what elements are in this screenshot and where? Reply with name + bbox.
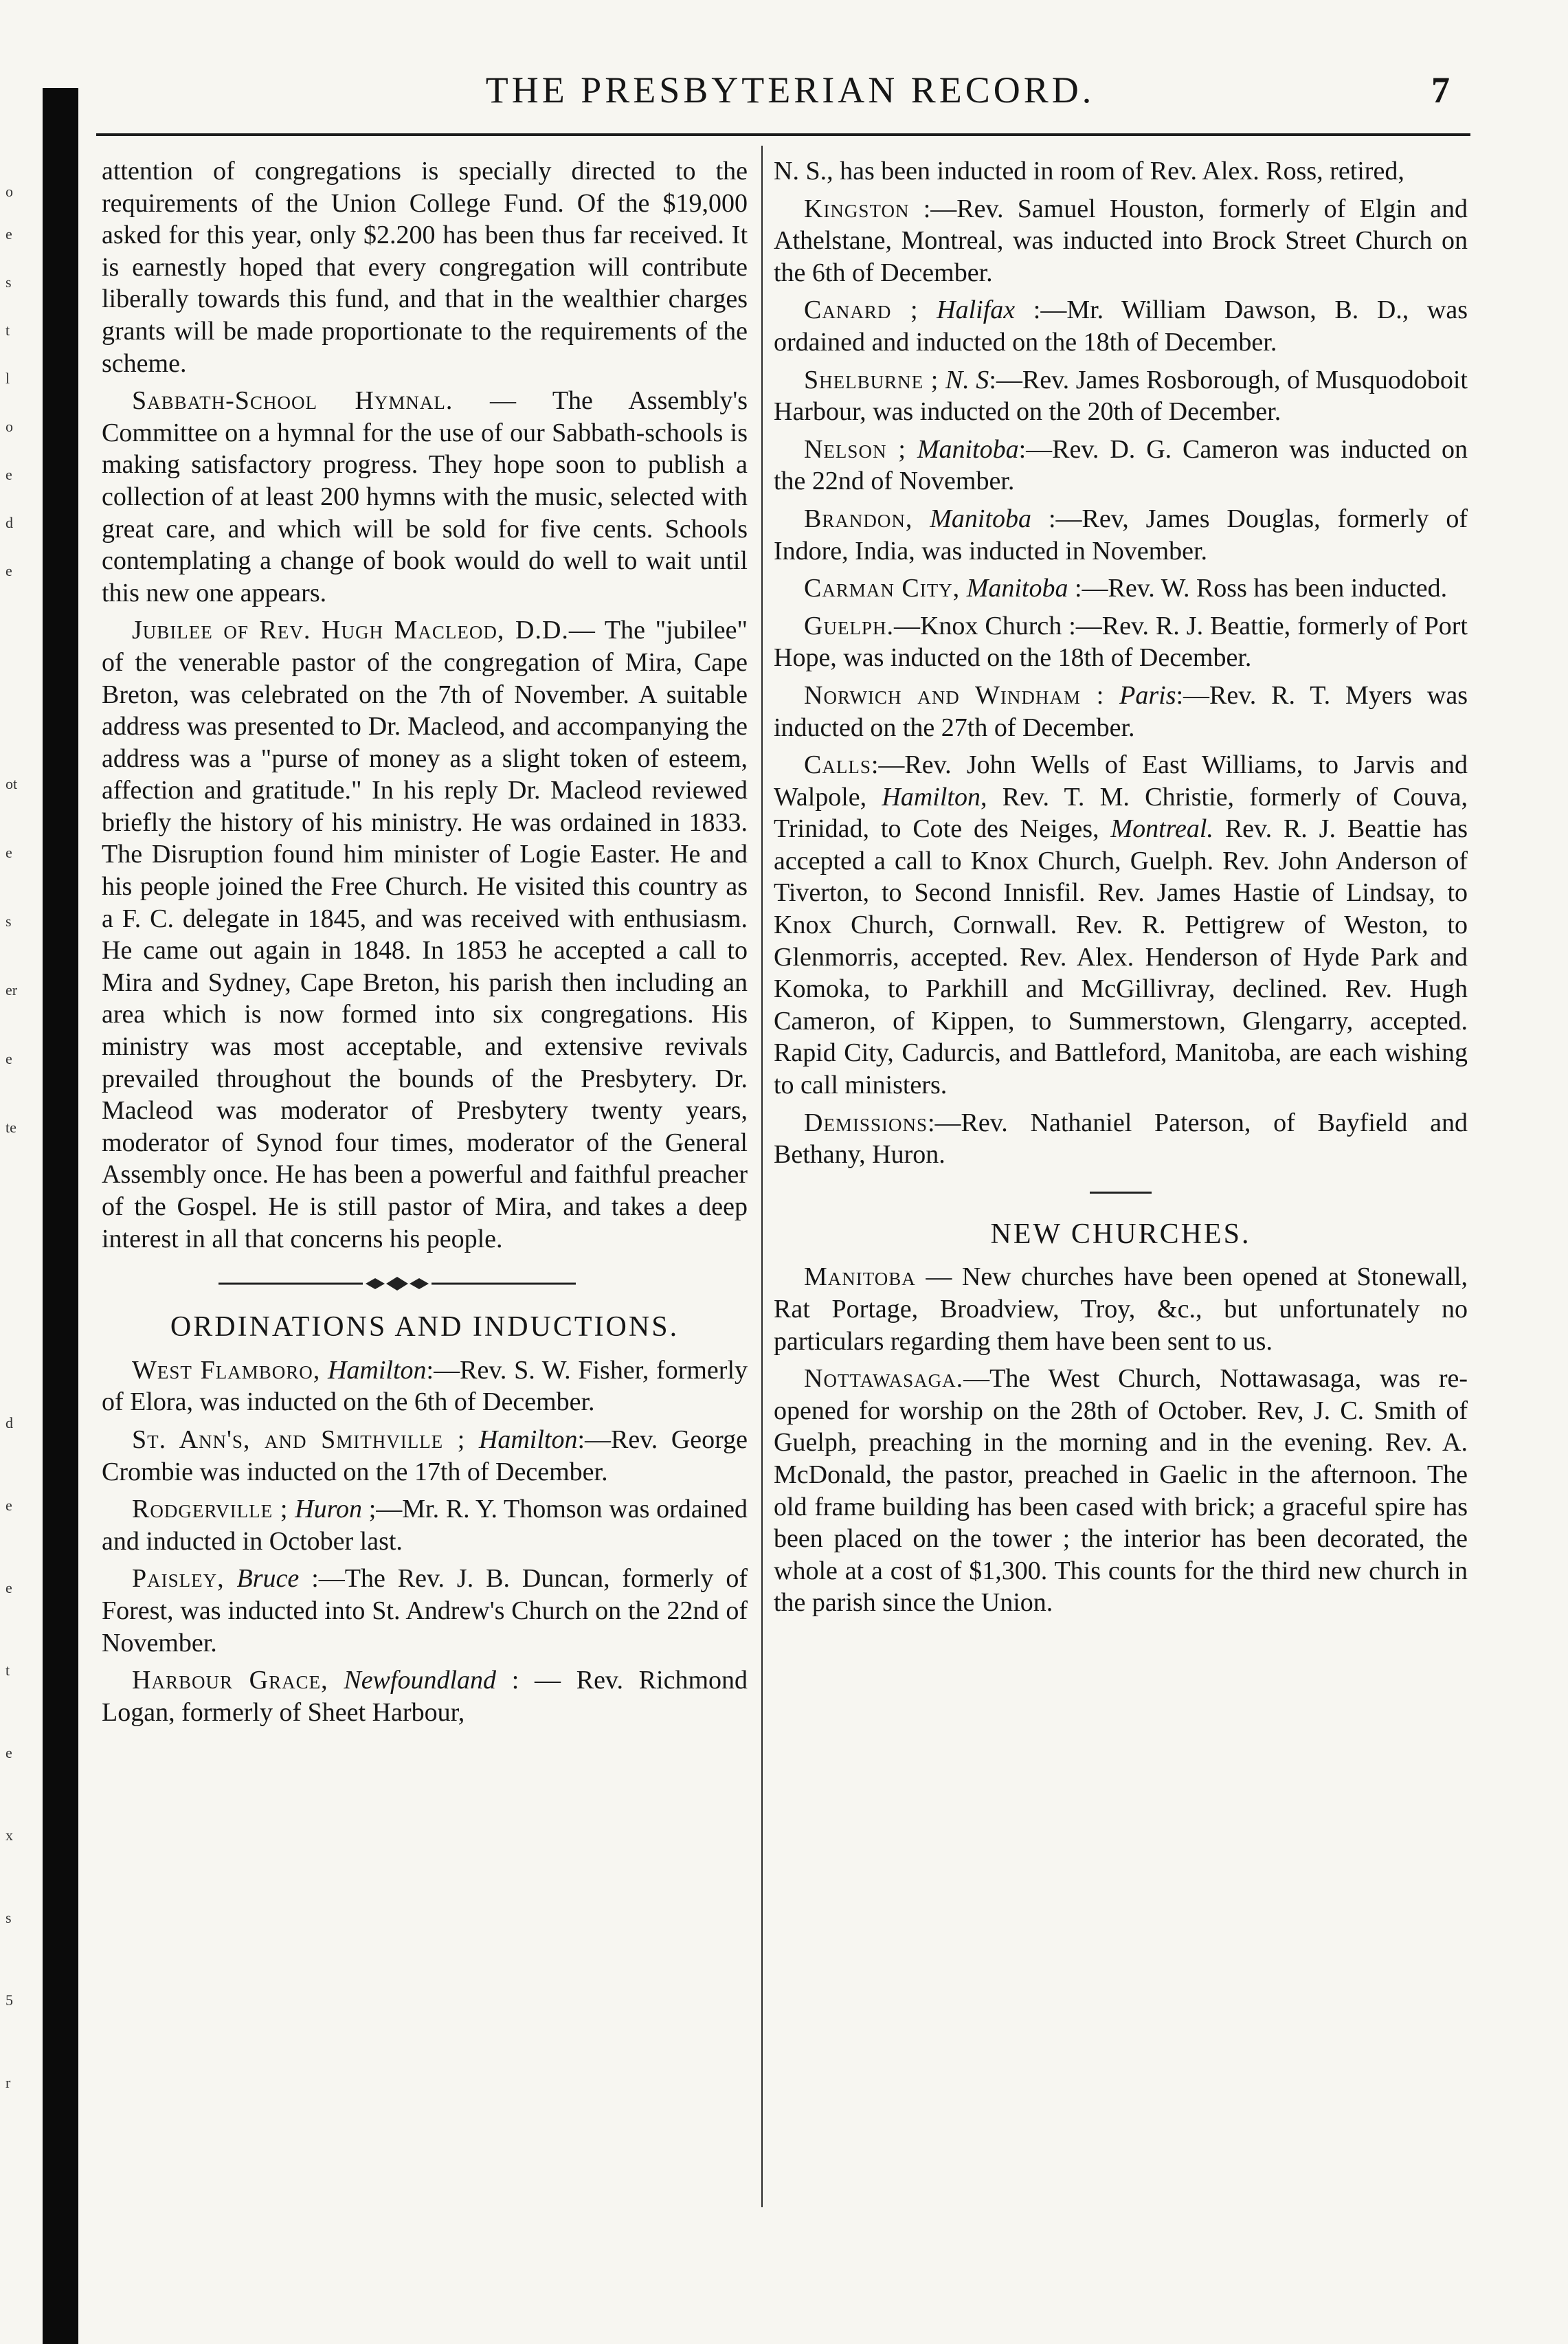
section-rule: [1090, 1192, 1152, 1194]
presbytery-name: Montreal.: [1110, 814, 1213, 844]
induction-text: :—Rev. George Crombie was inducted on the 17th of December.: [102, 1425, 748, 1486]
section-ornament-icon: [219, 1275, 576, 1292]
nottawasaga-paragraph: [774, 1363, 1468, 1619]
induction-text: :—Rev. James Rosborough, of Musquodoboit Harbour, was inducted on the 20th of December.: [774, 365, 1468, 427]
presbytery-name: Manitoba: [917, 434, 1019, 464]
place-name: Rodgerville ;: [132, 1495, 289, 1524]
induction-text: :—Mr. William Dawson, B. D., was ordained and inducted on the 18th of December.: [774, 295, 1468, 357]
induction-kingston: [774, 193, 1468, 289]
presbytery-name: Huron: [295, 1495, 362, 1524]
presbytery-name: Hamilton: [478, 1425, 578, 1454]
presbytery-name: Halifax: [937, 295, 1016, 325]
induction-text: :—Rev. S. W. Fisher, formerly of Elora, was inducted on the 6th of December.: [102, 1355, 748, 1417]
induction-text: :—Rev. W. Ross has been inducted.: [1074, 574, 1448, 603]
induction-text: :—Rev. Samuel Houston, formerly of Elgin and Athelstane, Montreal, was inducted into Brock Street Church on the 6th of December.: [774, 194, 1468, 287]
jubilee-heading: Jubilee of Rev. Hugh Macleod, D.D.: [132, 616, 569, 645]
nottawasaga-text: —The West Church, Nottawasaga, was re-opened for worship on the 28th of October. Rev, J. C. Smith of Guelph, preaching in the morning and in the evening. Rev. A. McDonald, the pastor, preached in Gaelic in the afternoon. The old frame building has been cased with brick; a graceful spire has been placed on the tower ; the interior has been decorated, the whole at a cost of $1,300. This counts for the third new church in the parish since the Union.: [774, 1364, 1468, 1618]
nottawasaga-heading: Nottawasaga.: [804, 1364, 964, 1394]
induction-carman-city: [774, 572, 1468, 605]
adjacent-page-margin-fragments: o e s t l o e d e ot e s er e te d e e t e x s 5 r: [5, 183, 18, 2091]
hymnal-heading: Sabbath-School Hymnal.: [132, 386, 453, 416]
presbytery-name: N. S: [945, 365, 989, 394]
manitoba-heading: Manitoba: [804, 1262, 916, 1292]
publication-title: THE PRESBYTERIAN RECORD.: [485, 69, 1095, 111]
ordinations-heading: ORDINATIONS AND INDUCTIONS.: [170, 1311, 680, 1343]
induction-text: —Knox Church :—Rev. R. J. Beattie, formerly of Port Hope, was inducted on the 18th of December.: [774, 611, 1468, 673]
induction-st-anns: [102, 1424, 748, 1488]
place-name: Harbour Grace,: [132, 1666, 328, 1695]
induction-rodgerville: [102, 1493, 748, 1557]
presbytery-name: Hamilton: [882, 782, 981, 812]
induction-text: :—The Rev. J. B. Duncan, formerly of Forest, was inducted into St. Andrew's Church on the 22nd of November.: [102, 1564, 748, 1657]
page-number: 7: [1431, 69, 1450, 111]
induction-brandon: [774, 503, 1468, 567]
place-name: Canard ;: [804, 295, 919, 325]
place-name: Nelson ;: [804, 434, 906, 464]
induction-text: ;—Mr. R. Y. Thomson was ordained and inducted in October last.: [102, 1495, 748, 1556]
place-name: Carman City,: [804, 574, 961, 603]
presbytery-name: Newfoundland: [344, 1666, 497, 1695]
left-column: [102, 155, 748, 1734]
calls-text: , Rev. T. M. Christie, formerly of Couva, Trinidad, to Cote des Neiges,: [774, 782, 1468, 844]
induction-text: :—Rev. R. T. Myers was inducted on the 27th of December.: [774, 680, 1468, 742]
demissions-heading: Demissions: [804, 1108, 928, 1137]
place-name: Paisley,: [132, 1564, 225, 1594]
calls-text: :—Rev. John Wells of East Williams, to Jarvis and Walpole,: [774, 750, 1468, 812]
header-rule: [96, 133, 1470, 136]
running-header: [103, 69, 1477, 117]
presbytery-name: Manitoba: [930, 504, 1032, 533]
place-name: Kingston: [804, 194, 910, 223]
place-name: Brandon,: [804, 504, 913, 533]
manitoba-text: — New churches have been opened at Stonewall, Rat Portage, Broadview, Troy, &c., but unfortunately no particulars regarding them have been sent to us.: [774, 1262, 1468, 1356]
induction-text: :—Rev, James Douglas, formerly of Indore, India, was inducted in November.: [774, 504, 1468, 566]
jubilee-text: — The "jubilee" of the venerable pastor of the congregation of Mira, Cape Breton, was celebrated on the 7th of November. A suitable address was presented to Dr. Macleod, and accompanying the address was a "purse of money as a slight token of esteem, affection and gratitude." In his reply Dr. Macleod reviewed briefly the history of his ministry. He was ordained in 1833. The Disruption found him minister of Logie Easter. He and his people joined the Free Church. He visited this country as a F. C. delegate in 1845, and was received with enthusiasm. He came out again in 1848. In 1853 he accepted a call to Mira and Sydney, Cape Breton, his parish then including an area which is now formed into six congregations. His ministry was most acceptable, and extensive revivals prevailed throughout the bounds of the Presbytery. Dr. Macleod was moderator of Presbytery twenty years, moderator of Synod four times, moderator of the General Assembly once. He has been a powerful and faithful preacher of the Gospel. He is still pastor of Mira, and takes a deep interest in all that concerns his people.: [102, 616, 748, 1253]
page-binding-shadow: [43, 88, 78, 2344]
new-churches-heading: NEW CHURCHES.: [990, 1218, 1251, 1250]
presbytery-name: Paris: [1119, 680, 1176, 710]
induction-canard: [774, 294, 1468, 358]
continued-text: N. S., has been inducted in room of Rev. Alex. Ross, retired,: [774, 157, 1404, 186]
induction-norwich: [774, 680, 1468, 744]
presbytery-name: Hamilton: [327, 1355, 427, 1385]
induction-nelson: [774, 434, 1468, 498]
demissions-paragraph: [774, 1107, 1468, 1171]
demissions-text: :—Rev. Nathaniel Paterson, of Bayfield and Bethany, Huron.: [774, 1108, 1468, 1170]
calls-paragraph: [774, 749, 1468, 1102]
induction-harbour-grace: [102, 1664, 748, 1728]
place-name: Guelph.: [804, 611, 894, 640]
hymnal-paragraph: [102, 385, 748, 609]
induction-text: :—Rev. D. G. Cameron was inducted on the 22nd of November.: [774, 434, 1468, 496]
right-column: [774, 155, 1468, 1625]
union-college-fund-paragraph: attention of congregations is specially directed to the requirements of the Union College Fund. Of the $19,000 asked for this year, only $2.200 has been thus far received. It is earnestly hoped that every congregation will contribute liberally towards this fund, and that in the wealthier charges grants will be made proportionate to the requirements of the scheme.: [102, 157, 748, 378]
place-name: Shelburne ;: [804, 365, 939, 394]
calls-text: Rev. R. J. Beattie has accepted a call to Knox Church, Guelph. Rev. John Anderson of Tiverton, to Second Innisfil. Rev. James Hastie of Lindsay, to Knox Church, Cornwall. Rev. R. Pettigrew of Weston, to Glenmorris, accepted. Rev. Alex. Henderson of Hyde Park and Komoka, to Parkhill and McGillivray, declined. Rev. Hugh Cameron, of Kippen, to Summerstown, Glengarry, accepted. Rapid City, Cadurcis, and Battleford, Manitoba, are each wishing to call ministers.: [774, 814, 1468, 1100]
manitoba-paragraph: [774, 1261, 1468, 1357]
induction-west-flamboro: [102, 1354, 748, 1418]
induction-paisley: [102, 1563, 748, 1659]
column-divider: [761, 146, 763, 2207]
presbytery-name: Bruce: [236, 1564, 300, 1594]
place-name: St. Ann's, and Smithville ;: [132, 1425, 466, 1454]
jubilee-paragraph: [102, 614, 748, 1255]
hymnal-text: — The Assembly's Committee on a hymnal for the use of our Sabbath-schools is making satisfactory progress. They hope soon to publish a collection of at least 200 hymns with the music, selected with great care, and which will be sold for five cents. Schools contemplating a change of book would do well to wait until this new one appears.: [102, 386, 748, 607]
induction-guelph: [774, 610, 1468, 674]
place-name: Norwich and Windham :: [804, 680, 1105, 710]
induction-shelburne: [774, 364, 1468, 428]
induction-text: : — Rev. Richmond Logan, formerly of Sheet Harbour,: [102, 1666, 748, 1727]
place-name: West Flamboro,: [132, 1355, 321, 1385]
calls-heading: Calls: [804, 750, 871, 780]
presbytery-name: Manitoba: [966, 574, 1068, 603]
